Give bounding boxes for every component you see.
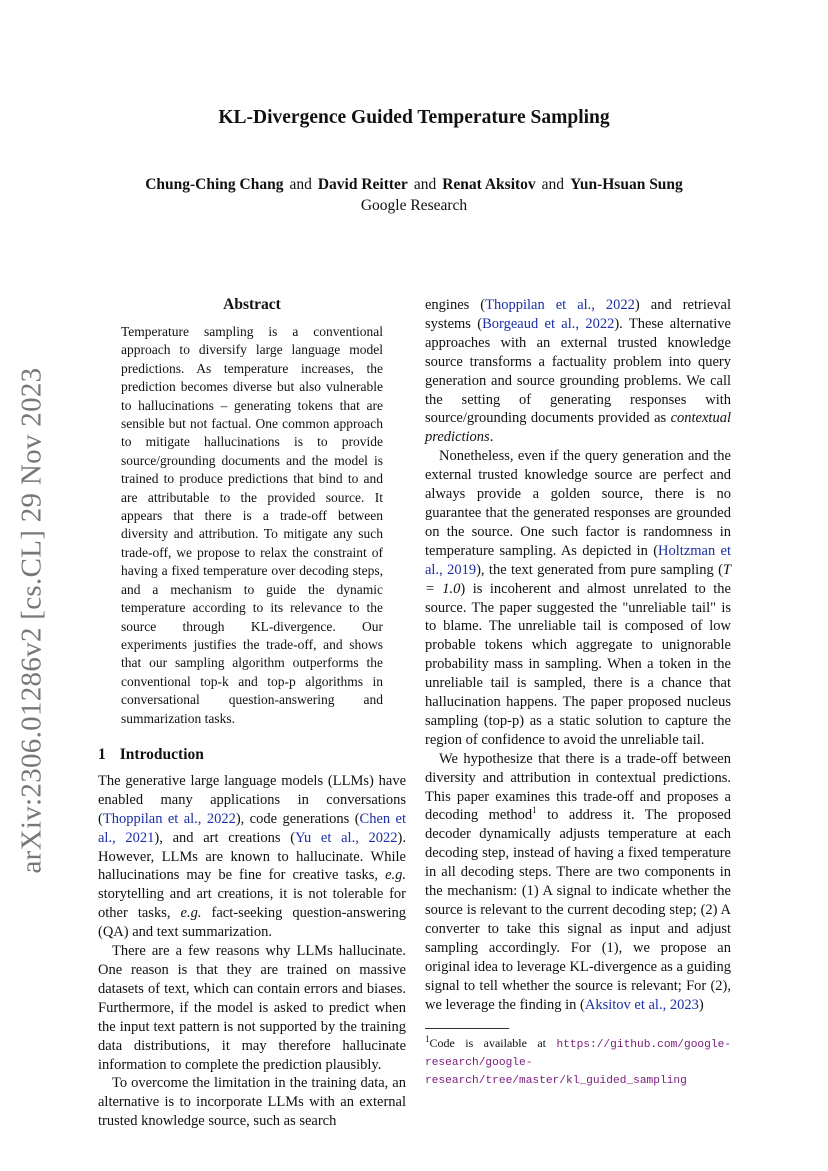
- intro-paragraph-3: To overcome the limitation in the training data, an alternative is to incorporate LLMs with an external trusted knowledge source, such as search: [98, 1075, 406, 1130]
- abstract-heading: Abstract: [223, 296, 281, 313]
- text-run: We hypothesize that there is a trade-off between diversity and attribution in contextual predictions. This paper examines this trade-off and proposes a decoding method: [425, 750, 731, 824]
- affiliation: Google Research: [360, 197, 468, 214]
- text-run: storytelling and art creations, it is not tolerable for other tasks,: [98, 886, 406, 922]
- emphasis: e.g.: [385, 867, 406, 884]
- text-run: ). However, LLMs are known to hallucinate. While hallucinations may be fine for creative tasks,: [98, 829, 406, 884]
- author-conjunction: and: [289, 176, 312, 193]
- right-column: [425, 296, 731, 1089]
- arxiv-stamp: [12, 360, 52, 880]
- footnote-marker[interactable]: 1: [532, 805, 537, 816]
- text-run: ), the text generated from pure sampling (: [476, 561, 723, 578]
- footnote-divider: [425, 1028, 509, 1029]
- author-line: [0, 174, 828, 195]
- section-title: Introduction: [119, 745, 204, 763]
- citation-link[interactable]: Yu et al., 2022: [295, 829, 398, 846]
- citation-link[interactable]: Borgeaud et al., 2022: [482, 315, 615, 332]
- intro-paragraph-2: There are a few reasons why LLMs hallucinate. One reason is that they are trained on massive datasets of text, which can contain errors and biases. Furthermore, if the model is asked to predict when the input text pattern is not supported by the training data distributions, it may therefore hallucinate information to complete the prediction plausibly.: [98, 943, 406, 1073]
- footnote: [425, 1035, 731, 1089]
- section-heading: [98, 746, 406, 764]
- footnote-text: Code is available at: [429, 1036, 557, 1051]
- text-run: Nonetheless, even if the query generation and the external trusted knowledge source are perfect and always provide a golden source, there is no guarantee that the generated responses are grounded on the source. One such factor is randomness in temperature sampling. As depicted in (: [425, 448, 731, 559]
- text-run: The generative large language models (LLMs) have enabled many applications in conversations (: [98, 772, 406, 827]
- author-block: [0, 174, 828, 216]
- intro-paragraph-4: [425, 296, 731, 447]
- code-url-link[interactable]: https://github.com/google-research/google-research/tree/master/kl_guided_sampling: [425, 1039, 731, 1088]
- paper-title: KL-Divergence Guided Temperature Sampling: [218, 107, 610, 128]
- citation-link[interactable]: Chen et al., 2021: [98, 810, 407, 846]
- text-run: .: [489, 429, 494, 446]
- author-name: Chung-Ching Chang: [145, 176, 284, 193]
- text-run: ), and art creations (: [154, 829, 296, 846]
- text-run: ), code generations (: [235, 810, 360, 827]
- intro-paragraph-5: [425, 447, 731, 750]
- intro-paragraph-6: [425, 750, 731, 1015]
- author-name: Renat Aksitov: [442, 176, 536, 193]
- text-run: ) and retrieval systems (: [425, 297, 731, 332]
- text-run: ). These alternative approaches with an external trusted knowledge source transforms a factuality problem into query generation and source grounding problems. We call the setting of generating responses with source/grounding documents provided as: [425, 315, 731, 427]
- citation-link[interactable]: Thoppilan et al., 2022: [102, 810, 236, 827]
- author-name: David Reitter: [317, 176, 408, 193]
- citation-link[interactable]: Thoppilan et al., 2022: [485, 297, 635, 313]
- left-column: [98, 296, 406, 1131]
- footnote-mark: 1: [425, 1034, 430, 1045]
- text-run: ): [698, 996, 704, 1013]
- author-conjunction: and: [413, 176, 437, 193]
- author-name: Yun-Hsuan Sung: [570, 176, 683, 193]
- text-run: ) is incoherent and almost unrelated to the source. The paper suggested the "unreliable tail" is to blame. The unreliable tail is composed of low probable tokens which aggregate to unignorable probability mass in sampling. When a token in the unreliable tail is sampled, there is a chance that hallucination happens. The paper proposed nucleus sampling (top-p) as a static solution to capture the region of confidence to avoid the unreliable tail.: [425, 580, 731, 748]
- text-run: to address it. The proposed decoder dynamically adjusts temperature at each decoding step, instead of having a fixed temperature in all decoding steps. There are two components in the mechanism: (1) A signal to indicate whether the source is relevant to the current decoding step; (2) A converter to take this signal as input and adjust sampling accordingly. For (1), we propose an original idea to leverage KL-divergence as a guiding signal to tell whether the source is relevant; For (2), we leverage the finding in (: [425, 807, 731, 1013]
- arxiv-stamp-text: arXiv:2306.01286v2 [cs.CL] 29 Nov 2023: [15, 367, 48, 873]
- math-expression: T = 1.0: [425, 561, 731, 597]
- citation-link[interactable]: Aksitov et al., 2023: [584, 996, 699, 1013]
- emphasis: e.g.: [180, 905, 202, 922]
- abstract-text: Temperature sampling is a conventional approach to diversify large language model predictions. As temperature increases, the prediction becomes diverse but also vulnerable to hallucinations – generating tokens that are sensible but not factual. One common approach to mitigate hallucinations is to provide source/grounding documents and the model is trained to produce predictions that bind to and are attributable to the provided source. It appears that there is a trade-off between diversity and attribution. To mitigate any such trade-off, we propose to relax the constraint of having a fixed temperature over decoding steps, and a mechanism to guide the dynamic temperature according to its relevance to the source through KL-divergence. Our experiments justifies the trade-off, and shows that our sampling algorithm outperforms the conventional top-k and top-p algorithms in conversational question-answering and summarization tasks.: [121, 324, 383, 726]
- section-number: 1: [98, 745, 106, 763]
- text-run: fact-seeking question-answering (QA) and text summarization.: [98, 905, 406, 941]
- intro-paragraph-1: [98, 772, 406, 942]
- text-run: engines (: [425, 297, 486, 313]
- emphasis: contextual predictions: [425, 410, 731, 446]
- author-conjunction: and: [541, 176, 565, 193]
- citation-link[interactable]: Holtzman et al., 2019: [425, 542, 731, 578]
